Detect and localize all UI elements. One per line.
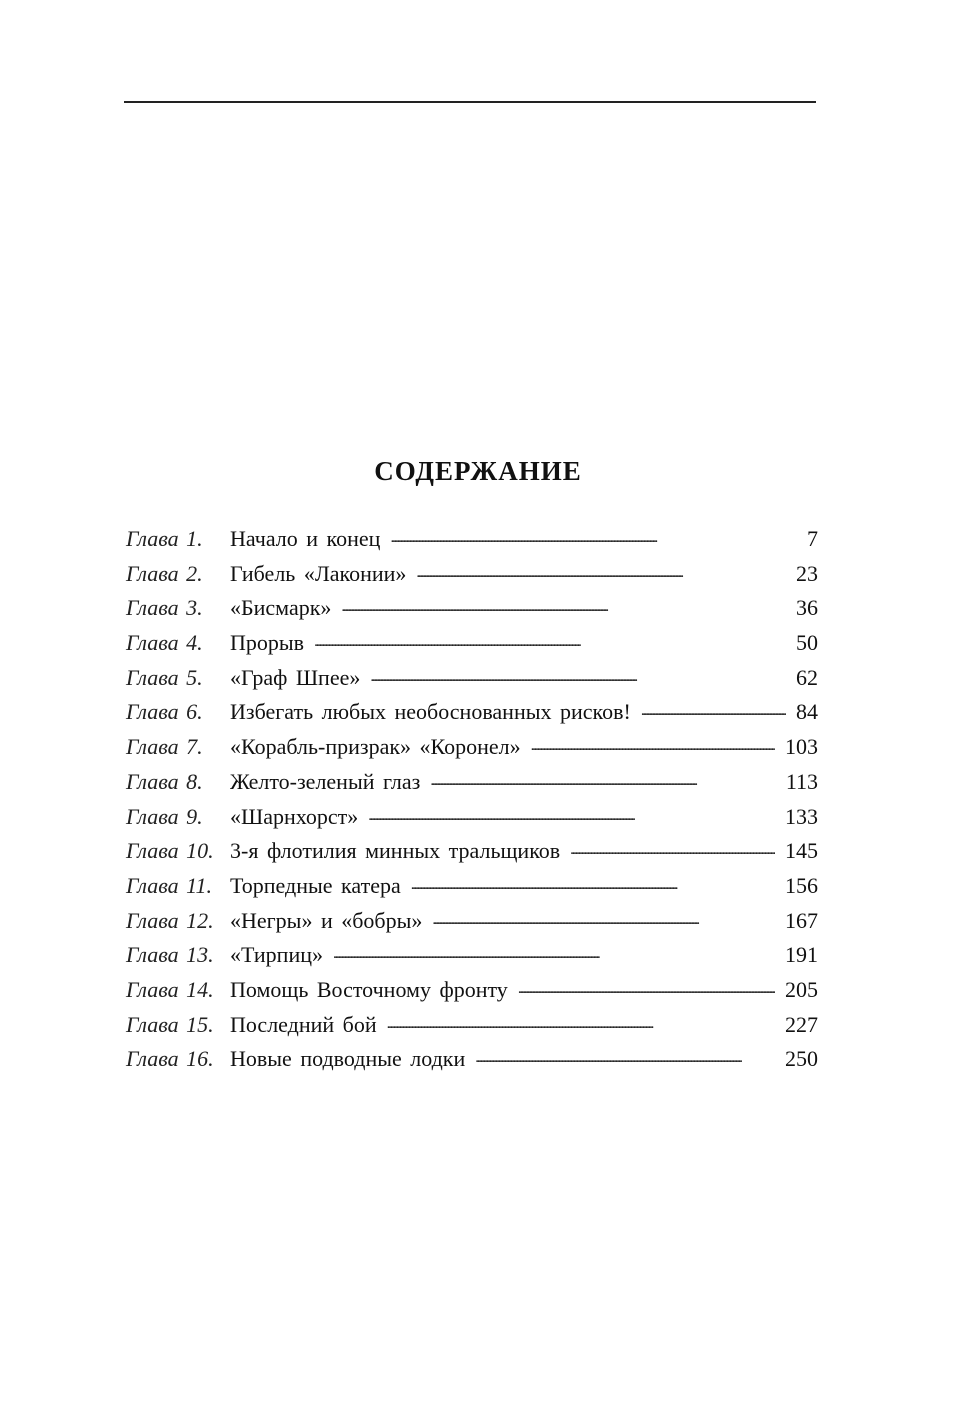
chapter-label: Глава 14.: [126, 976, 214, 1002]
toc-entry: [126, 800, 818, 835]
toc-entry: [126, 1042, 818, 1077]
dot-leader: [368, 802, 775, 824]
page-number: 7: [807, 526, 818, 551]
toc-entry: [126, 869, 818, 904]
chapter-title: Помощь Восточному фронту: [230, 976, 508, 1002]
toc-entry: [126, 695, 818, 730]
chapter-title: «Тирпиц»: [230, 942, 323, 968]
chapter-title: Торпедные катера: [230, 872, 401, 898]
dot-leader: [341, 593, 786, 615]
page-number: 62: [796, 664, 818, 690]
toc-entry: [126, 904, 818, 939]
chapter-title: «Шарнхорст»: [230, 803, 359, 829]
chapter-label: Глава 2.: [126, 560, 203, 586]
toc-entry: [126, 1008, 818, 1043]
dot-leader: [475, 1044, 775, 1066]
toc-entry: [126, 730, 818, 765]
chapter-label: Глава 3.: [126, 595, 203, 621]
toc-entry: [126, 591, 818, 626]
page-number: 167: [785, 907, 818, 933]
chapter-title: Начало и конец: [230, 526, 381, 551]
chapter-label: Глава 6.: [126, 699, 203, 725]
page-number: 191: [785, 942, 818, 968]
toc-entry: [126, 973, 818, 1008]
dot-leader: [641, 697, 786, 719]
dot-leader: [314, 628, 786, 650]
dot-leader: [531, 732, 775, 754]
toc-entry: [126, 834, 818, 869]
dot-leader: [432, 906, 775, 928]
toc-entry: [126, 626, 818, 661]
page-number: 250: [785, 1046, 818, 1072]
page-number: 23: [796, 560, 818, 586]
chapter-label: Глава 10.: [126, 838, 214, 864]
toc-entry: [126, 661, 818, 696]
dot-leader: [390, 524, 796, 546]
header-rule: [124, 101, 816, 103]
chapter-label: Глава 5.: [126, 664, 203, 690]
dot-leader: [411, 871, 775, 893]
chapter-label: Глава 13.: [126, 942, 214, 968]
chapter-label: Глава 12.: [126, 907, 214, 933]
chapter-label: Глава 8.: [126, 768, 203, 794]
toc-list: [126, 522, 818, 1077]
page-number: 113: [785, 768, 818, 794]
chapter-label: Глава 1.: [126, 526, 203, 551]
dot-leader: [387, 1010, 775, 1032]
dot-leader: [370, 663, 786, 685]
page-number: 145: [785, 838, 818, 864]
chapter-label: Глава 9.: [126, 803, 203, 829]
dot-leader: [416, 559, 786, 581]
toc-title: СОДЕРЖАНИЕ: [374, 456, 582, 486]
chapter-title: «Бисмарк»: [230, 595, 332, 621]
chapter-title: «Негры» и «бобры»: [230, 907, 423, 933]
toc-entry: [126, 765, 818, 800]
dot-leader: [518, 975, 775, 997]
page-number: 227: [785, 1011, 818, 1037]
chapter-label: Глава 7.: [126, 734, 203, 760]
chapter-title: «Граф Шпее»: [230, 664, 361, 690]
page-number: 84: [796, 699, 818, 725]
chapter-title: 3-я флотилия минных тральщиков: [230, 838, 561, 864]
dot-leader: [570, 836, 775, 858]
dot-leader: [333, 940, 775, 962]
page-number: 50: [796, 630, 818, 656]
chapter-title: Гибель «Лаконии»: [230, 560, 407, 586]
chapter-title: Прорыв: [230, 630, 305, 656]
chapter-label: Глава 4.: [126, 630, 203, 656]
chapter-label: Глава 16.: [126, 1046, 214, 1072]
page-number: 156: [785, 872, 818, 898]
chapter-label: Глава 11.: [126, 872, 212, 898]
page-number: 36: [796, 595, 818, 621]
chapter-title: Последний бой: [230, 1011, 377, 1037]
toc-entry: [126, 557, 818, 592]
chapter-title: Желто-зеленый глаз: [230, 768, 421, 794]
chapter-title: Новые подводные лодки: [230, 1046, 466, 1072]
chapter-title: «Корабль-призрак» «Коронел»: [230, 734, 521, 760]
dot-leader: [430, 767, 775, 789]
toc-entry: [126, 522, 818, 557]
toc-entry: [126, 938, 818, 973]
chapter-title: Избегать любых необоснованных рисков!: [230, 699, 631, 725]
page-number: 133: [785, 803, 818, 829]
chapter-label: Глава 15.: [126, 1011, 214, 1037]
page-number: 103: [785, 734, 818, 760]
page-number: 205: [785, 976, 818, 1002]
